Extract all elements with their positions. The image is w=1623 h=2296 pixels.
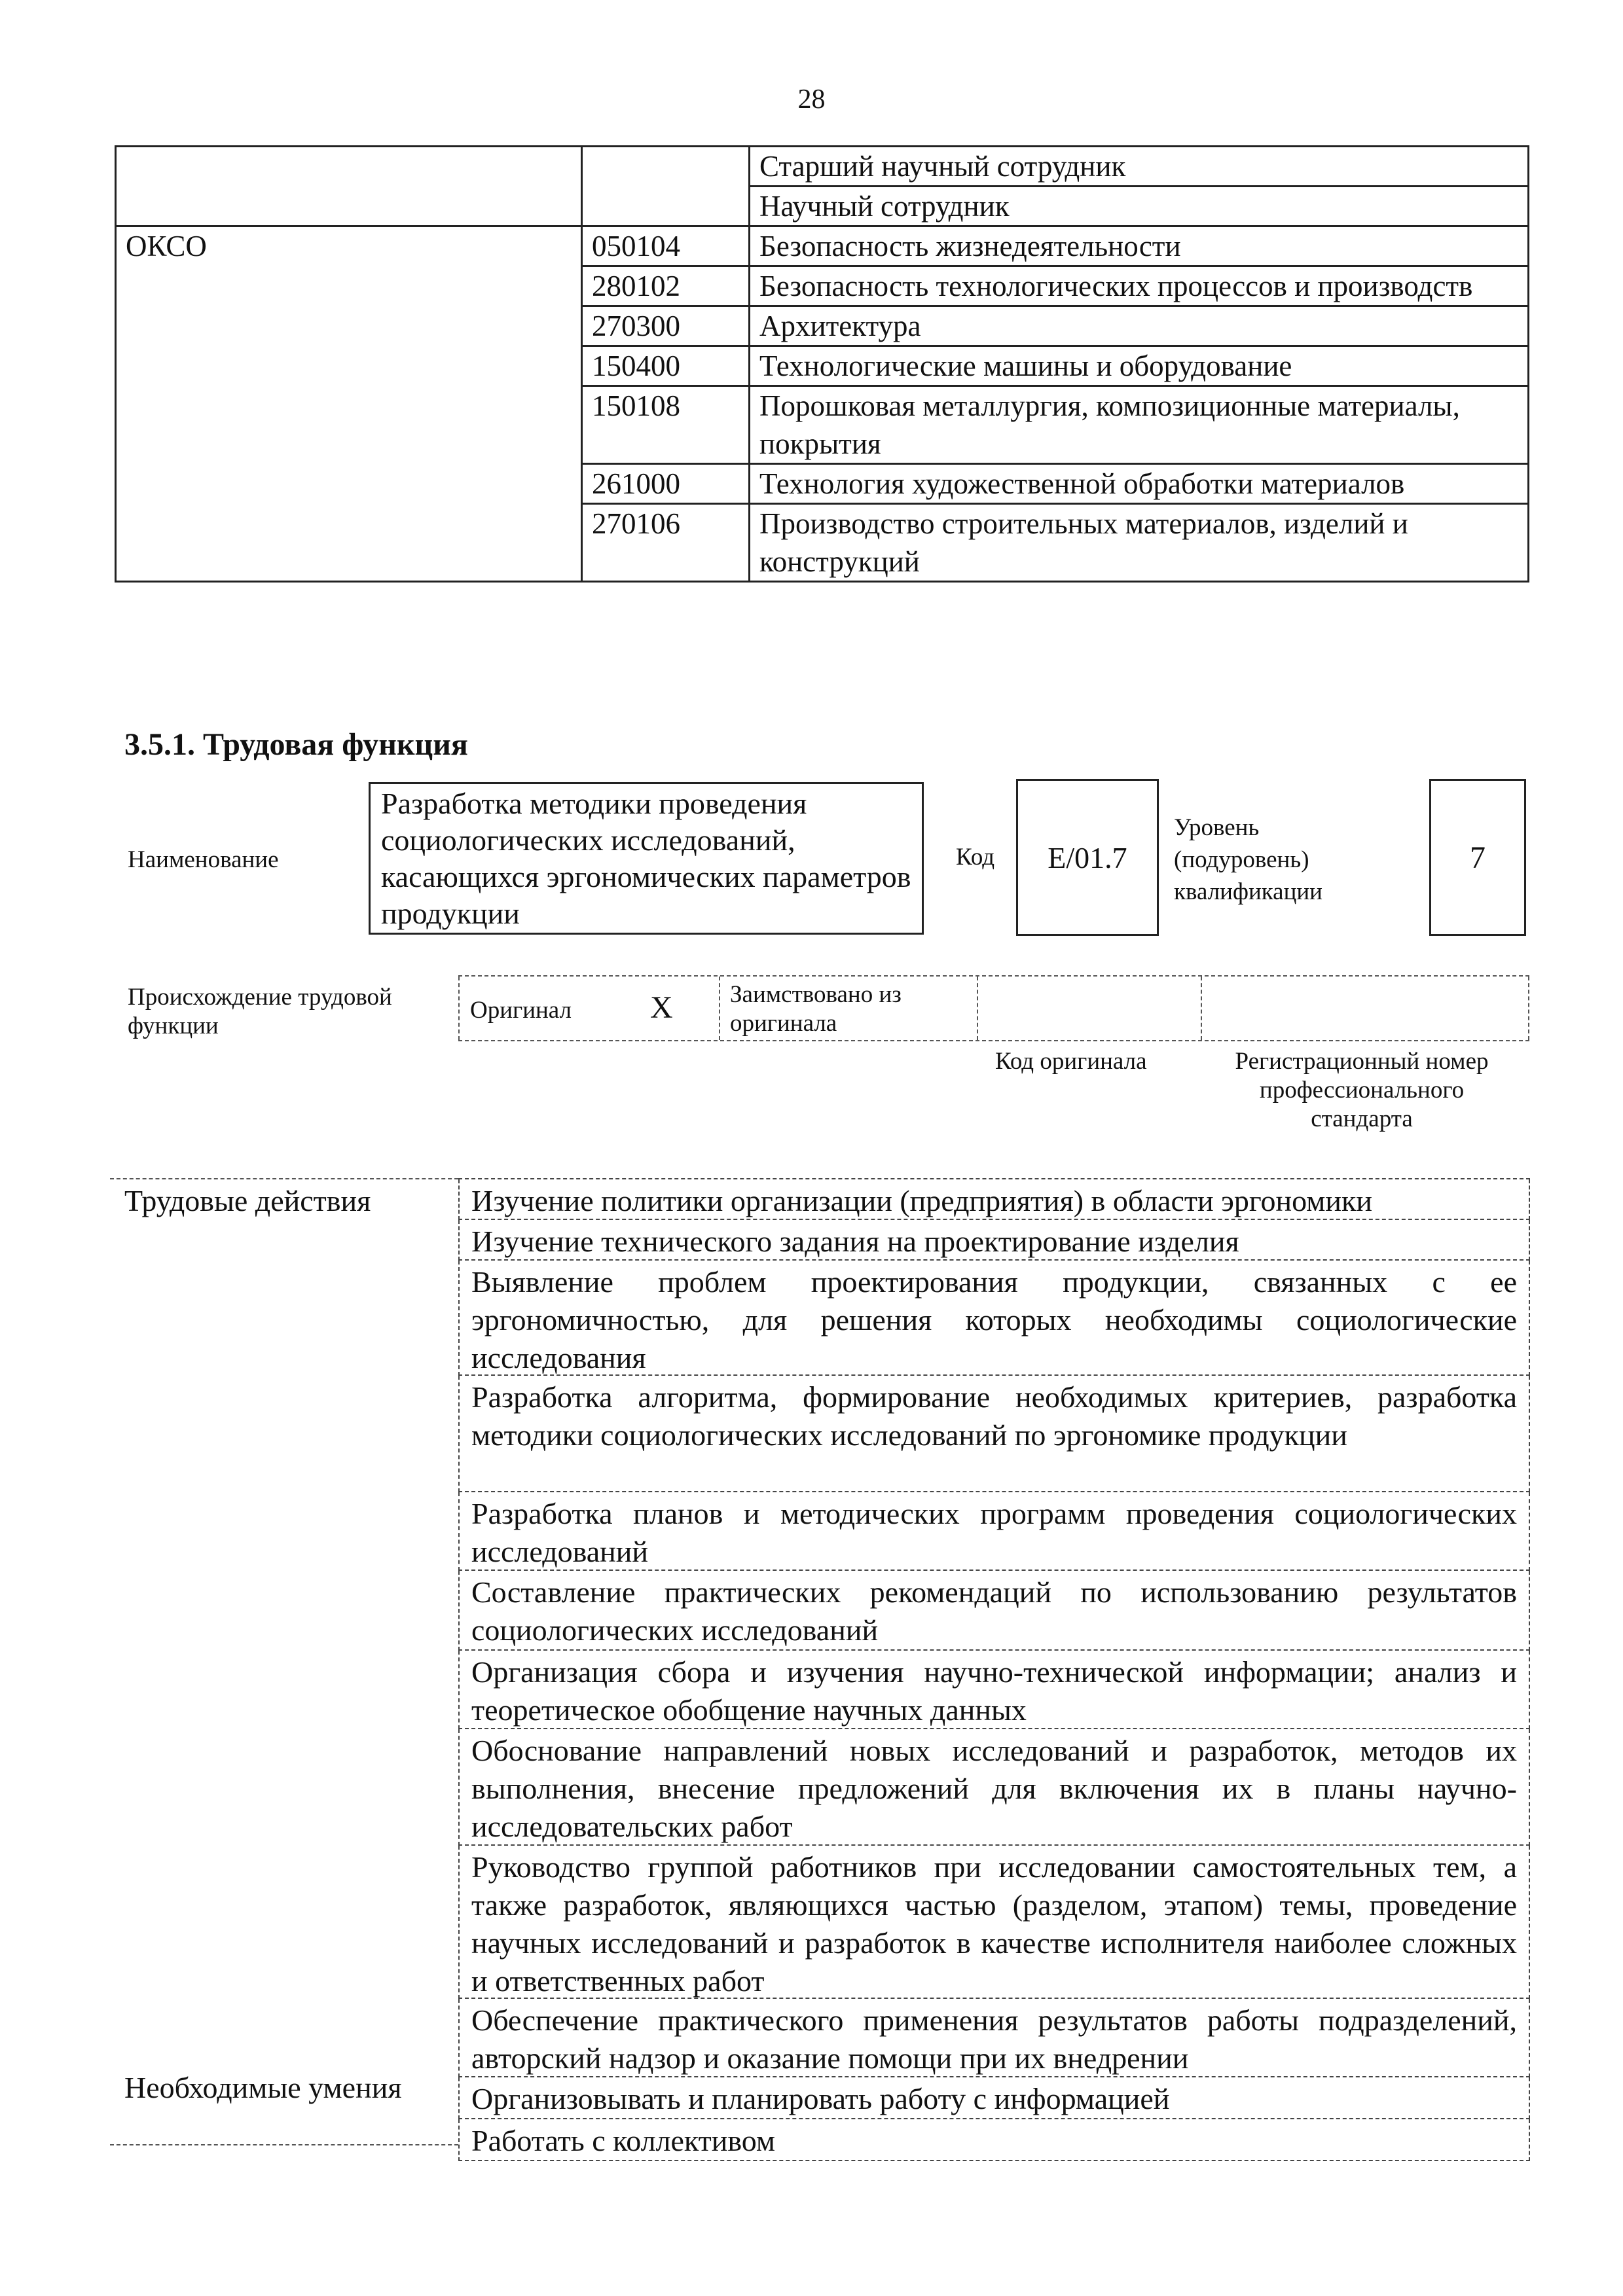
function-name-box: Разработка методики проведения социологических исследований, касающихся эргономических параметров продукции	[369, 782, 924, 935]
table-row	[116, 147, 1529, 187]
position-name: Научный сотрудник	[750, 187, 1529, 226]
table-row	[116, 226, 1529, 266]
okso-name: Порошковая металлургия, композиционные материалы, покрытия	[750, 386, 1529, 464]
divider	[110, 1178, 458, 1179]
okso-name: Безопасность жизнедеятельности	[750, 226, 1529, 266]
page-number: 28	[797, 84, 826, 115]
code-value-box: E/01.7	[1016, 779, 1159, 936]
list-item: Организация сбора и изучения научно-технической информации; анализ и теоретическое обобщение научных данных	[458, 1651, 1530, 1729]
list-item: Обоснование направлений новых исследований и разработок, методов их выполнения, внесение предложений для включения их в планы научно-исследовательских работ	[458, 1729, 1530, 1846]
list-item: Руководство группой работников при исследовании самостоятельных тем, а также разработок, являющихся частью (разделом, этапом) темы, проведение научных исследований и разработок в качестве исполнителя наиболее сложных и ответственных работ	[458, 1846, 1530, 1999]
origin-grid	[458, 975, 1529, 1041]
divider	[110, 2144, 458, 2145]
position-name: Старший научный сотрудник	[750, 147, 1529, 187]
list-item: Разработка планов и методических программ проведения социологических исследований	[458, 1492, 1530, 1571]
okso-name: Производство строительных материалов, изделий и конструкций	[750, 504, 1529, 582]
okso-label: ОКСО	[116, 226, 582, 582]
original-mark: X	[650, 990, 673, 1025]
list-item: Изучение политики организации (предприятия) в области эргономики	[458, 1179, 1530, 1220]
list-item: Разработка алгоритма, формирование необходимых критериев, разработка методики социологических исследований по эргономике продукции	[458, 1376, 1530, 1492]
list-item: Составление практических рекомендаций по использованию результатов социологических исследований	[458, 1571, 1530, 1651]
okso-name: Безопасность технологических процессов и производств	[750, 266, 1529, 306]
level-label: Уровень (подуровень) квалификации	[1174, 814, 1322, 905]
okso-code: 150400	[582, 346, 750, 386]
list-item: Обеспечение практического применения результатов работы подразделений, авторский надзор и оказание помощи при их внедрении	[458, 1999, 1530, 2077]
okso-name: Архитектура	[750, 306, 1529, 346]
code-original-caption: Код оригинала	[995, 1048, 1147, 1075]
origin-label: Происхождение трудовой функции	[128, 984, 392, 1039]
original-label: Оригинал	[470, 997, 572, 1024]
okso-code: 150108	[582, 386, 750, 464]
code-label: Код	[956, 844, 995, 870]
list-item: Изучение технического задания на проектирование изделия	[458, 1220, 1530, 1261]
table-cell	[116, 147, 582, 226]
skills-label: Необходимые умения	[124, 2071, 402, 2104]
table-cell	[582, 147, 750, 226]
list-item: Выявление проблем проектирования продукции, связанных с ее эргономичностью, для решения которых необходимы социологические исследования	[458, 1261, 1530, 1376]
okso-code: 261000	[582, 464, 750, 504]
labor-actions-label: Трудовые действия	[124, 1184, 371, 1217]
okso-code: 270106	[582, 504, 750, 582]
section-title: 3.5.1. Трудовая функция	[124, 727, 468, 762]
okso-code: 050104	[582, 226, 750, 266]
level-value-box: 7	[1429, 779, 1526, 936]
borrowed-label: Заимствовано из оригинала	[730, 981, 902, 1037]
name-label: Наименование	[128, 846, 279, 873]
skill-item: Работать с коллективом	[458, 2119, 1530, 2161]
okso-table	[115, 145, 1529, 583]
okso-code: 270300	[582, 306, 750, 346]
skill-item: Организовывать и планировать работу с информацией	[458, 2077, 1530, 2119]
okso-code: 280102	[582, 266, 750, 306]
reg-number-caption: Регистрационный номер профессионального стандарта	[1235, 1048, 1489, 1132]
okso-name: Технология художественной обработки материалов	[750, 464, 1529, 504]
labor-actions-list	[458, 1178, 1530, 2161]
okso-name: Технологические машины и оборудование	[750, 346, 1529, 386]
